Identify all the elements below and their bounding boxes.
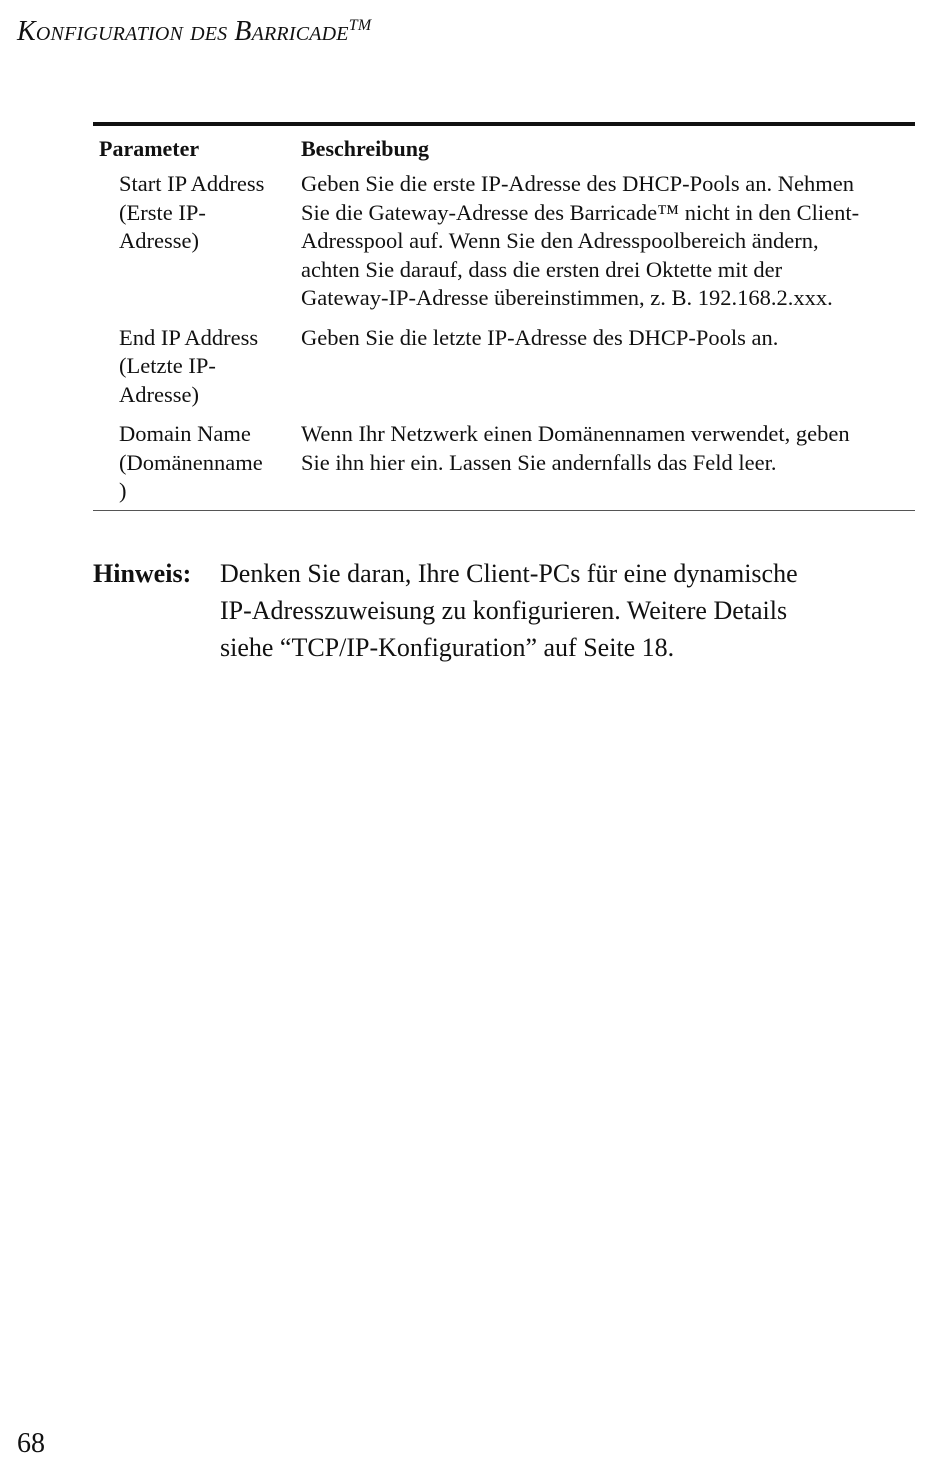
running-head bbox=[17, 16, 371, 48]
page-number: 68 bbox=[17, 1428, 45, 1459]
table-header-row bbox=[93, 126, 915, 162]
param-cell bbox=[93, 170, 301, 313]
table-body bbox=[93, 162, 915, 510]
trademark-mark: TM bbox=[348, 17, 372, 34]
description-cell: Geben Sie die erste IP-Adresse des DHCP-Pools an. Nehmen Sie die Gateway-Adresse des Barricade™ nicht in den Client- Adresspool auf. Wenn Sie den Adresspoolbereich ändern, achten Sie darauf, dass die ersten drei Oktette mit der Gateway-IP-Adresse übereinstimmen, z. B. 192.168.2.xxx. bbox=[301, 171, 860, 310]
param-line: Adresse) bbox=[119, 228, 199, 253]
param-cell bbox=[93, 324, 301, 410]
param-line: Adresse) bbox=[119, 381, 199, 407]
param-line: (Erste IP- bbox=[119, 199, 206, 225]
param-line: End IP Address bbox=[119, 324, 259, 350]
table-row-end-ip bbox=[93, 324, 915, 410]
note-label: Hinweis: bbox=[93, 559, 192, 588]
running-head-initial-3: B bbox=[234, 16, 252, 47]
table-row-start-ip bbox=[93, 170, 915, 313]
param-line: ) bbox=[119, 478, 127, 503]
header-description: Beschreibung bbox=[301, 136, 429, 161]
running-head-initial-1: K bbox=[17, 16, 36, 47]
description-cell: Geben Sie die letzte IP-Adresse des DHCP-Pools an. bbox=[301, 324, 779, 350]
param-line: (Domänenname bbox=[119, 449, 263, 475]
description-cell: Wenn Ihr Netzwerk einen Domänennamen verwendet, geben Sie ihn hier ein. Lassen Sie andernfalls das Feld leer. bbox=[301, 421, 850, 475]
running-head-word-2: DES bbox=[190, 23, 228, 45]
param-line: Start IP Address bbox=[119, 171, 265, 196]
note-text: Denken Sie daran, Ihre Client-PCs für eine dynamische IP-Adresszuweisung zu konfigurieren. Weitere Details siehe “TCP/IP-Konfiguration” auf Seite 18. bbox=[220, 559, 798, 662]
running-head-rest-3: ARRICADE bbox=[251, 23, 349, 45]
header-parameter: Parameter bbox=[99, 136, 200, 161]
param-cell bbox=[93, 420, 301, 506]
param-line: Domain Name bbox=[119, 421, 251, 446]
parameter-table bbox=[93, 122, 915, 511]
table-row-domain-name bbox=[93, 420, 915, 506]
param-line: (Letzte IP- bbox=[119, 353, 216, 378]
running-head-rest-1: ONFIGURATION bbox=[35, 23, 184, 45]
